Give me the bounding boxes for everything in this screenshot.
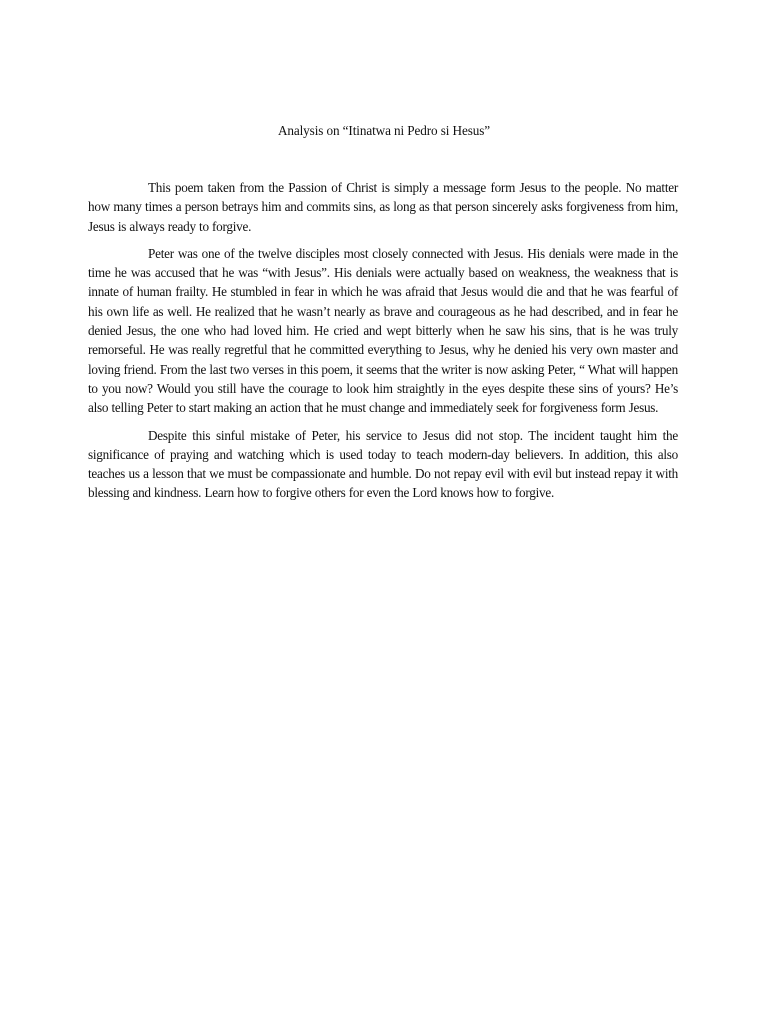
paragraph-peter-denials: Peter was one of the twelve disciples most closely connected with Jesus. His denials were made in the time he was accused that he was “with Jesus”. His denials were actually based on weakness, the weakness that is innate of human frailty. He stumbled in fear in which he was afraid that Jesus would die and that he was fearful of his own life as well. He realized that he wasn’t nearly as brave and courageous as he had described, and in fear he denied Jesus, the one who had loved him. He cried and wept bitterly when he saw his sins, that is he was truly remorseful. He was really regretful that he committed everything to Jesus, why he denied his very own master and loving friend. From the last two verses in this poem, it seems that the writer is now asking Peter, “ What will happen to you now? Would you still have the courage to look him straightly in the eyes despite these sins of yours? He’s also telling Peter to start making an action that he must change and immediately seek for forgiveness form Jesus. — [88, 245, 678, 416]
paragraph-lesson: Despite this sinful mistake of Peter, his service to Jesus did not stop. The incident taught him the significance of praying and watching which is used today to teach modern-day believers. In addition, this also teaches us a lesson that we must be compassionate and humble. Do not repay evil with evil but instead repay it with blessing and kindness. Learn how to forgive others for even the Lord knows how to forgive. — [88, 427, 678, 501]
paragraph-intro: This poem taken from the Passion of Christ is simply a message form Jesus to the people. No matter how many times a person betrays him and commits sins, as long as that person sincerely asks forgiveness from him, Jesus is always ready to forgive. — [88, 180, 678, 234]
document-body — [88, 178, 678, 511]
document-title: Analysis on “Itinatwa ni Pedro si Hesus” — [277, 123, 491, 138]
